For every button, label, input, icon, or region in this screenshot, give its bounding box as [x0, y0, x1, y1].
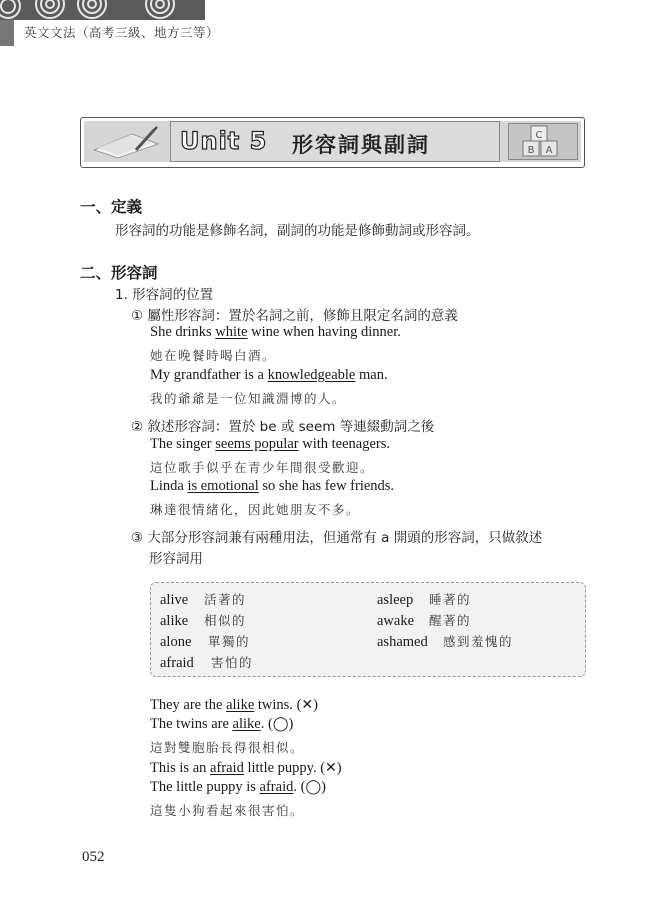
block-letter: B	[527, 145, 535, 156]
vocab-item: awake 醒著的	[377, 613, 472, 629]
underlined-word: is emotional	[187, 478, 259, 494]
block-letter: A	[545, 145, 553, 156]
translation: 她在晚餐時喝白酒。	[150, 349, 277, 363]
point-predicative: ② 敘述形容詞：置於 be 或 seem 等連綴動詞之後	[131, 419, 435, 435]
vocab-item: afraid 害怕的	[160, 655, 254, 671]
notebook-pencil-icon	[88, 124, 164, 160]
incorrect-example: They are the alike twins. (✕)	[150, 697, 318, 713]
section-heading-adjectives: 二、形容詞	[80, 264, 158, 282]
concentric-circles-decoration	[0, 0, 205, 20]
point-a-adjectives: ③ 大部分形容詞兼有兩種用法，但通常有 a 開頭的形容詞，只做敘述	[131, 530, 543, 546]
underlined-word: seems popular	[215, 436, 299, 452]
definition-text: 形容詞的功能是修飾名詞，副詞的功能是修飾動詞或形容詞。	[115, 223, 480, 239]
point-a-adjectives-cont: 形容詞用	[149, 551, 203, 567]
translation: 這對雙胞胎長得很相似。	[150, 741, 305, 755]
book-title: 英文文法（高考三級、地方三等）	[24, 25, 220, 40]
header-side-tab	[0, 20, 14, 46]
header-decoration-band	[0, 0, 205, 20]
point-attributive: ① 屬性形容詞：置於名詞之前，修飾且限定名詞的意義	[131, 308, 458, 324]
example-sentence: My grandfather is a knowledgeable man.	[150, 367, 388, 383]
wrong-mark-icon: ✕	[325, 760, 337, 776]
section-heading-definition: 一、定義	[80, 198, 143, 216]
correct-mark-icon: ◯	[272, 716, 289, 732]
vocab-item: ashamed 感到羞愧的	[377, 634, 514, 650]
wrong-mark-icon: ✕	[301, 697, 314, 713]
translation: 這隻小狗看起來很害怕。	[150, 804, 305, 818]
underlined-word: white	[215, 324, 248, 340]
unit-label: Unit 5	[180, 127, 268, 155]
example-sentence: Linda is emotional so she has few friends.	[150, 478, 395, 494]
abc-blocks-icon	[508, 123, 578, 160]
correct-mark-icon: ◯	[305, 779, 322, 795]
unit-title: 形容詞與副詞	[292, 133, 430, 157]
block-letter: C	[535, 130, 543, 141]
vocab-item: alone 單獨的	[160, 634, 251, 650]
correct-example: The twins are alike. (◯)	[150, 716, 294, 732]
example-sentence: The singer seems popular with teenagers.	[150, 436, 390, 452]
vocab-item: asleep 睡著的	[377, 592, 472, 608]
correct-example: The little puppy is afraid. (◯)	[150, 779, 326, 795]
page-number: 052	[82, 849, 105, 865]
subheading-position: 1. 形容詞的位置	[115, 287, 214, 303]
vocab-item: alike 相似的	[160, 613, 247, 629]
incorrect-example: This is an afraid little puppy. (✕)	[150, 760, 342, 776]
translation: 琳達很情緒化，因此她朋友不多。	[150, 503, 361, 517]
translation: 這位歌手似乎在青少年間很受歡迎。	[150, 461, 375, 475]
translation: 我的爺爺是一位知識淵博的人。	[150, 392, 347, 406]
example-sentence: She drinks white wine when having dinner.	[150, 324, 401, 340]
underlined-word: knowledgeable	[267, 367, 356, 383]
vocab-item: alive 活著的	[160, 592, 247, 608]
